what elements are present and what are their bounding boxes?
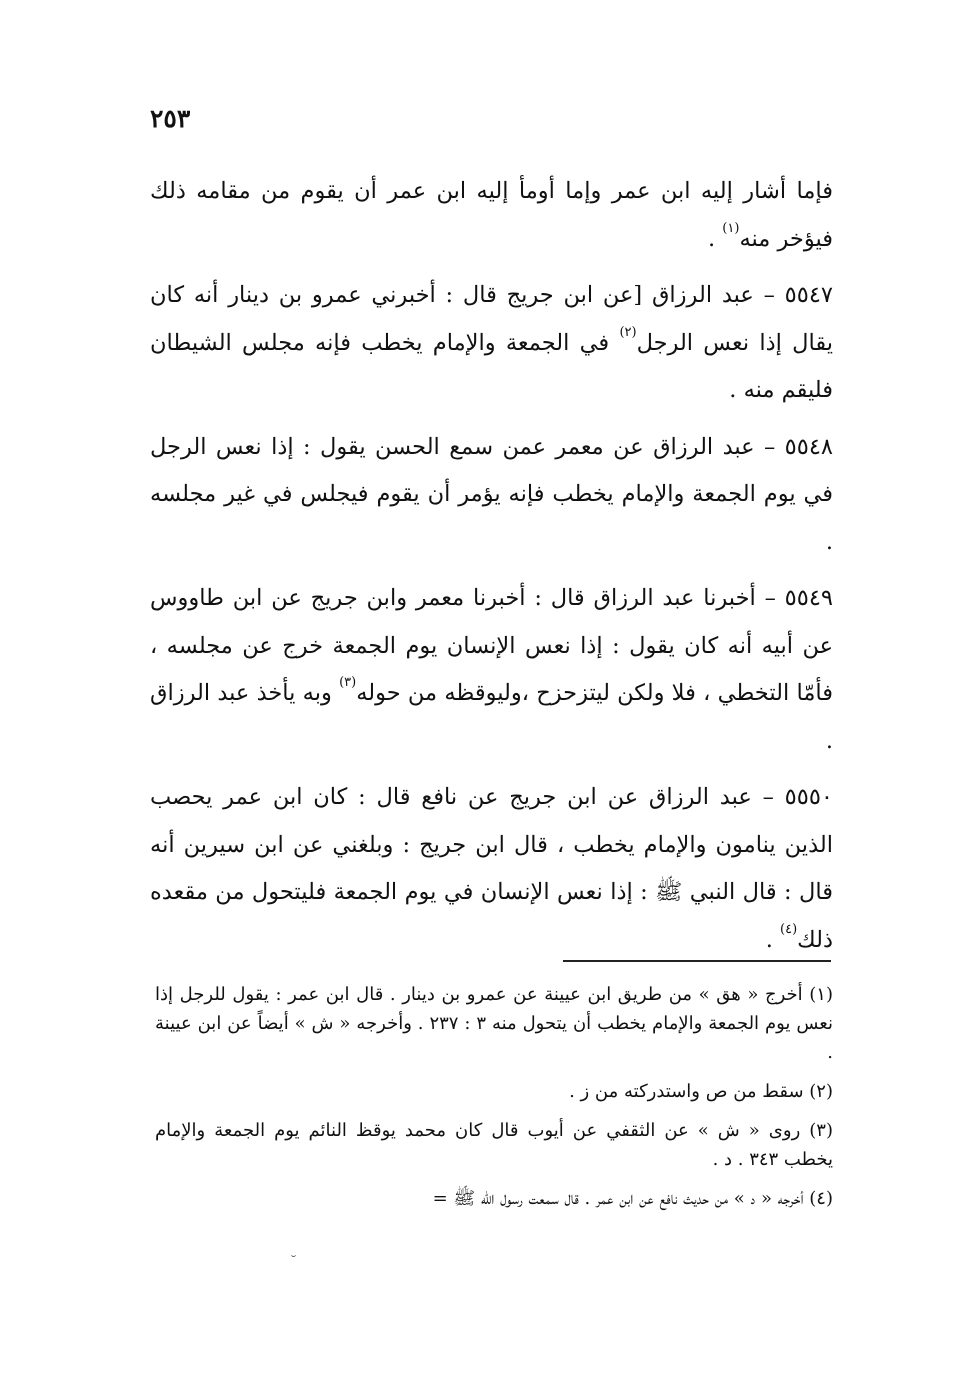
paragraph-text: فإما أشار إليه ابن عمر وإما أومأ إليه ابن عمر أن يقوم من مقامه ذلك فيؤخر منه [150,178,833,252]
page-mark: ˘ [290,1254,297,1270]
footnote-4: (٤) أخرجه « د » من حديث نافع عن ابن عمر . قال سمعت رسول الله ﷺ = [432,1188,833,1209]
paragraph-text: ٥٥٤٨ – عبد الرزاق عن معمر عمن سمع الحسن يقول : إذا نعس الرجل في يوم الجمعة والإمام يخطب فإنه يؤمر أن يقوم فيجلس في غير مجلسه . [150,433,833,555]
paragraph-text-tail: وبه يأخذ عبد الرزاق . [150,680,833,754]
hadith-5550 [150,774,833,964]
paragraph-text: ٥٥٥٠ – عبد الرزاق عن ابن جريج عن نافع قال : كان ابن عمر يحصب الذين ينامون والإمام يخطب ، قال ابن جريج : وبلغني عن ابن سيرين أنه قال : قال النبي ﷺ : إذا نعس الإنسان في يوم الجمعة فليتحول من مقعده ذلك [150,784,833,953]
paragraph-text-tail: . [765,926,781,953]
footnote-ref-1[interactable]: (١) [722,220,740,236]
footnote-1: (١) أخرج « هق » من طريق ابن عيينة عن عمرو بن دينار . قال ابن عمر : يقول للرجل إذا نعس يوم الجمعة والإمام يخطب أن يتحول منه ٣ : ٢٣٧ . وأخرجه « ش » أيضاً عن ابن عيينة . [155,984,833,1063]
paragraph-text: ٥٥٤٧ – عبد الرزاق [عن ابن جريج قال : أخبرني عمرو بن دينار أنه كان يقال إذا نعس الرجل [150,282,833,356]
hadith-5548 [150,424,833,567]
footnote-ref-4[interactable]: (٤) [780,921,798,937]
hadith-5547 [150,272,833,415]
footnote-3: (٣) روى « ش » عن الثقفي عن أيوب قال كان محمد يوقظ النائم يوم الجمعة والإمام يخطب ٣٤٣ . د . [155,1120,833,1170]
paragraph-text-tail: . [707,225,723,252]
footnote-ref-2[interactable]: (٢) [619,324,637,340]
footnotes [155,980,833,1223]
footnote-divider [563,960,831,962]
paragraph-text-tail: في الجمعة والإمام يخطب فإنه مجلس الشيطان فليقم منه . [150,329,833,403]
footnote-ref-3[interactable]: (٣) [339,675,357,690]
main-text [150,168,833,973]
hadith-5549 [150,575,833,765]
paragraph-continuation [150,168,833,263]
footnote-2: (٢) سقط من ص واستدركته من ز . [569,1081,833,1102]
page-number: ٢٥٣ [150,104,191,133]
paragraph-text: ٥٥٤٩ – أخبرنا عبد الرزاق قال : أخبرنا معمر وابن جريج عن ابن طاووس عن أبيه أنه كان يقول : إذا نعس الإنسان يوم الجمعة خرج عن مجلسه ، فأمّا التخطي ، فلا ولكن ليتزحزح ،وليوقظه من حوله [150,585,833,706]
